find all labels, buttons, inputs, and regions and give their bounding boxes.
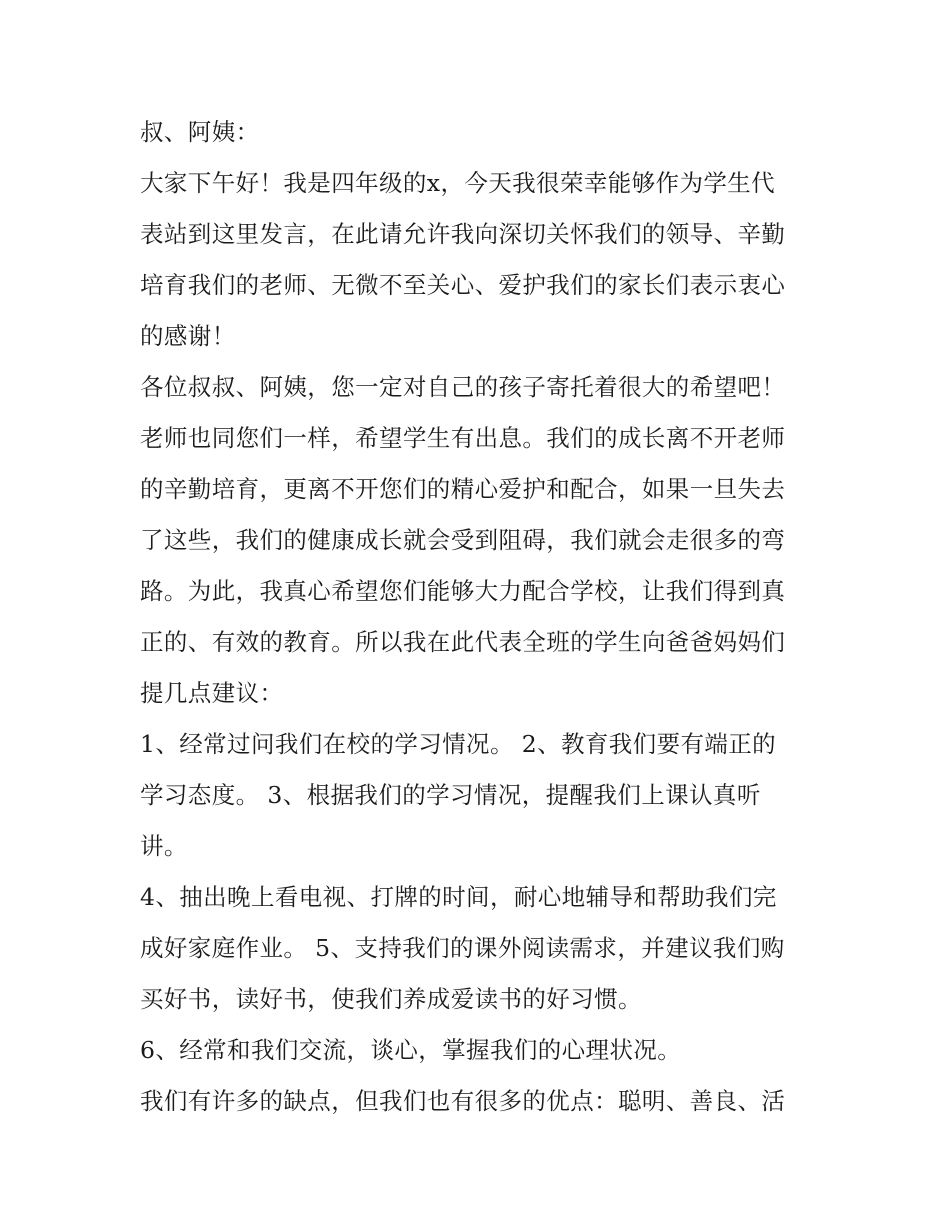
text-line: 了这些，我们的健康成长就会受到阻碍，我们就会走很多的弯 xyxy=(140,526,786,554)
text-line: 1、经常过问我们在校的学习情况。 2、教育我们要有端正的 xyxy=(140,730,777,758)
text-line: 路。为此，我真心希望您们能够大力配合学校，让我们得到真 xyxy=(140,577,786,605)
text-line: 我们有许多的缺点，但我们也有很多的优点：聪明、善良、活 xyxy=(140,1087,786,1115)
text-line: 讲。 xyxy=(140,832,188,860)
text-line: 买好书，读好书，使我们养成爱读书的好习惯。 xyxy=(140,985,642,1013)
text-line: 的辛勤培育，更离不开您们的精心爱护和配合，如果一旦失去 xyxy=(140,475,786,503)
text-line: 各位叔叔、阿姨，您一定对自己的孩子寄托着很大的希望吧！ xyxy=(140,373,786,401)
text-line: 表站到这里发言，在此请允许我向深切关怀我们的领导、辛勤 xyxy=(140,220,786,248)
text-line: 老师也同您们一样，希望学生有出息。我们的成长离不开老师 xyxy=(140,424,786,452)
text-line: 的感谢！ xyxy=(140,322,236,350)
speech-text xyxy=(140,107,830,1127)
text-line: 提几点建议： xyxy=(140,679,284,707)
text-line: 成好家庭作业。 5、支持我们的课外阅读需求，并建议我们购 xyxy=(140,934,785,962)
text-line: 学习态度。 3、根据我们的学习情况，提醒我们上课认真听 xyxy=(140,781,761,809)
text-line: 叔、阿姨： xyxy=(140,118,260,146)
text-line: 6、经常和我们交流，谈心，掌握我们的心理状况。 xyxy=(140,1036,682,1064)
text-line: 正的、有效的教育。所以我在此代表全班的学生向爸爸妈妈们 xyxy=(140,628,786,656)
text-line: 大家下午好！我是四年级的x，今天我很荣幸能够作为学生代 xyxy=(140,169,776,197)
text-line: 培育我们的老师、无微不至关心、爱护我们的家长们表示衷心 xyxy=(140,271,786,299)
text-line: 4、抽出晚上看电视、打牌的时间，耐心地辅导和帮助我们完 xyxy=(140,883,777,911)
